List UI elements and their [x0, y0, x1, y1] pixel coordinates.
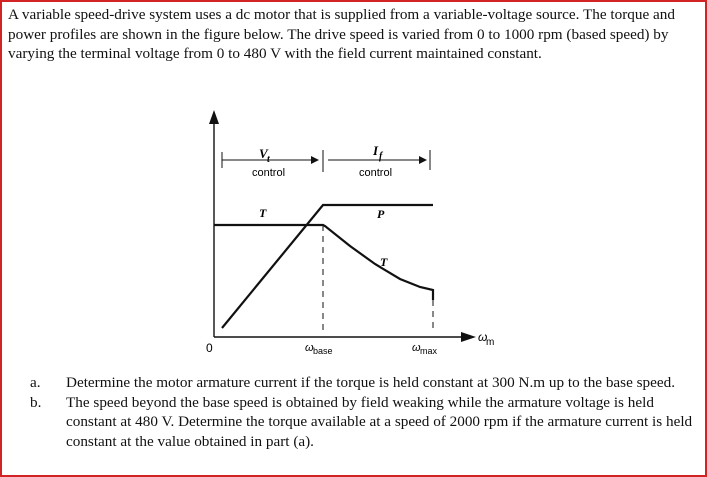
vt-symbol: V [259, 146, 268, 161]
if-control-label: control [359, 167, 393, 179]
omega-max-symbol: ω [412, 342, 421, 354]
omega-axis-subscript: m [486, 337, 495, 348]
problem-statement: A variable speed-drive system uses a dc motor that is supplied from a variable-voltage source. The torque and power profiles are shown in the figure below. The drive speed is varied from 0 to 1000 rpm (based speed) by varying the terminal voltage from 0 to 480 V with the field current maintained constant. [8, 6, 675, 62]
vt-subscript: t [267, 154, 270, 165]
vt-control-label: control [252, 167, 286, 179]
torque-label-constant-region: T [259, 206, 267, 220]
torque-label-field-weakening: T [380, 255, 388, 269]
if-symbol: I [373, 143, 379, 158]
question-b-text: The speed beyond the base speed is obtained by field weaking while the armature voltage is held constant at 480 V. Determine the torque available at a speed of 2000 rpm if the armature current is held constant at the value obtained in part (a). [66, 393, 693, 450]
omega-base-subscript: base [313, 346, 333, 356]
question-a-marker: a. [30, 374, 41, 391]
origin-label: 0 [206, 341, 213, 355]
question-b [30, 393, 698, 452]
question-b-marker: b. [30, 393, 42, 411]
power-label: P [377, 207, 385, 221]
y-axis-arrow-icon [209, 110, 219, 124]
x-axis-arrow-icon [461, 332, 476, 342]
if-subscript: f [379, 151, 383, 162]
omega-base-symbol: ω [305, 342, 314, 354]
question-list [30, 373, 698, 451]
question-a-text: Determine the motor armature current if the torque is held constant at 300 N.m up to the base speed. [66, 374, 675, 391]
omega-max-subscript: max [420, 346, 438, 356]
question-a [30, 373, 698, 393]
omega-axis-symbol: ω [478, 330, 488, 344]
power-curve [222, 205, 433, 328]
